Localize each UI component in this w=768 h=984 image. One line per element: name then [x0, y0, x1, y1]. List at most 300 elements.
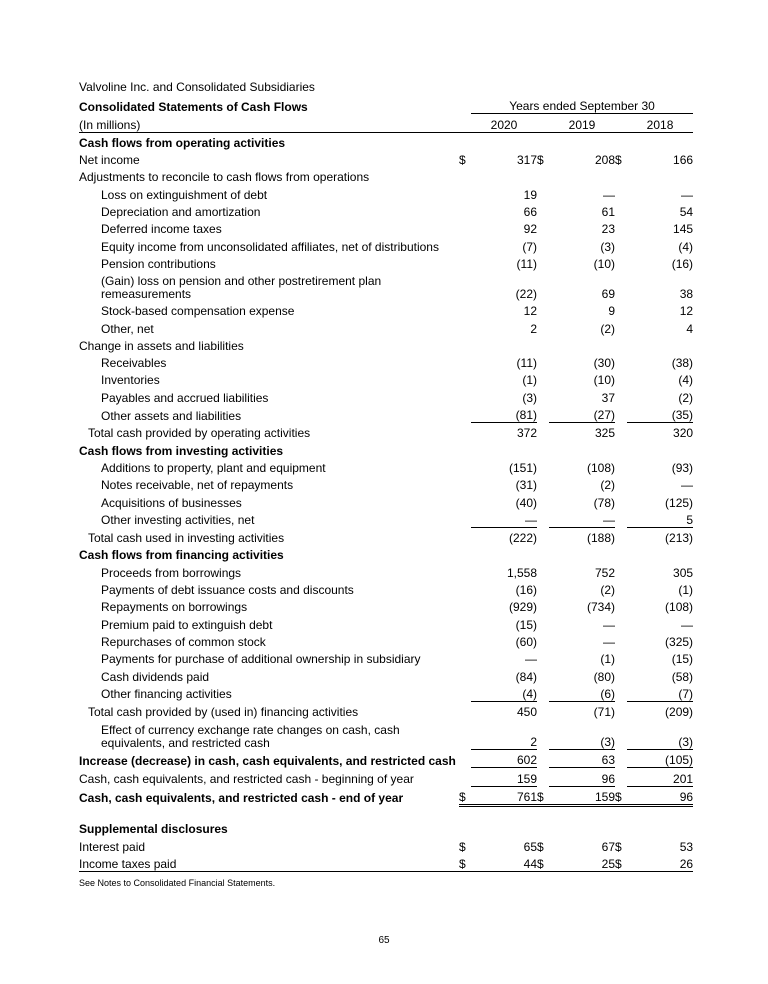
empty-cell: [459, 336, 471, 353]
dollar-sign: [615, 632, 627, 649]
dollar-sign: [459, 458, 471, 475]
dollar-sign: [615, 318, 627, 335]
row-label: Income taxes paid: [79, 854, 459, 872]
table-row: [79, 597, 693, 614]
dollar-sign: [537, 580, 549, 597]
dollar-sign: [459, 254, 471, 271]
empty-cell: [549, 819, 615, 836]
value-2019: (71): [593, 705, 615, 720]
empty-cell: [471, 819, 537, 836]
dollar-sign: [615, 580, 627, 597]
dollar-sign: [459, 475, 471, 492]
dollar-sign: [615, 510, 627, 528]
dollar-sign: $: [615, 854, 627, 872]
value-2020: (84): [515, 669, 537, 684]
dollar-sign: [459, 597, 471, 614]
value-2019: (10): [593, 256, 615, 271]
row-label: Notes receivable, net of repayments: [101, 478, 294, 493]
row-label: Cash dividends paid: [101, 669, 210, 684]
dollar-sign: $: [615, 153, 622, 168]
row-label: Loss on extinguishment of debt: [101, 187, 268, 202]
row-label: Cash flows from operating activities: [79, 135, 286, 150]
row-label: Depreciation and amortization: [101, 205, 261, 220]
empty-cell: [627, 819, 693, 836]
dollar-sign: $: [459, 786, 471, 805]
row-label: Other, net: [101, 321, 154, 336]
value-2018: 38: [679, 286, 694, 301]
value-2018: —: [681, 478, 694, 493]
value-2018: (2): [678, 390, 694, 405]
value-2019: 208: [594, 153, 615, 168]
value-2018: (4): [678, 239, 694, 254]
value-2019: (30): [593, 356, 615, 371]
empty-cell: [615, 440, 627, 457]
table-row: [79, 614, 693, 631]
table-row: [79, 684, 693, 702]
row-label: Repayments on borrowings: [101, 600, 248, 615]
row-label: Stock-based compensation expense: [101, 304, 295, 319]
units-label: (In millions): [79, 114, 459, 132]
row-label: Proceeds from borrowings: [101, 565, 242, 580]
dollar-sign: [459, 768, 471, 786]
row-label: Additions to property, plant and equipment: [101, 460, 326, 475]
dollar-sign: [537, 750, 549, 768]
footnote: See Notes to Consolidated Financial Statements.: [79, 878, 276, 888]
table-row: [79, 768, 693, 786]
dollar-sign: [537, 219, 549, 236]
table-row: [79, 236, 693, 253]
empty-cell: [549, 440, 615, 457]
value-2020: 66: [523, 205, 537, 220]
table-row: [79, 719, 693, 750]
dollar-sign: [459, 301, 471, 318]
page-number: 65: [378, 935, 390, 946]
dollar-sign: [537, 649, 549, 666]
value-2018: (3): [627, 719, 693, 750]
table-row: [79, 271, 693, 301]
value-2019: (2): [600, 583, 615, 598]
empty-cell: [537, 440, 549, 457]
empty-cell: [471, 167, 537, 184]
table-row: [79, 254, 693, 271]
dollar-sign: [537, 458, 549, 475]
value-2018: (4): [678, 373, 694, 388]
table-row: [79, 819, 693, 836]
value-2018: (325): [665, 634, 694, 649]
value-2020: (16): [515, 583, 537, 598]
value-2018: 53: [679, 839, 694, 854]
dollar-sign: [537, 719, 549, 750]
dollar-sign: [615, 768, 627, 786]
dollar-sign: [615, 353, 627, 370]
table-row: [79, 202, 693, 219]
table-row: [79, 405, 693, 423]
row-label: Cash flows from financing activities: [79, 548, 284, 563]
dollar-sign: [537, 318, 549, 335]
value-2019: (3): [600, 239, 615, 254]
value-2019: (10): [593, 373, 615, 388]
dollar-sign: [537, 562, 549, 579]
empty-cell: [615, 167, 627, 184]
value-2019: 25: [549, 854, 615, 872]
empty-cell: [459, 167, 471, 184]
value-2020: 372: [516, 426, 537, 441]
value-2018: (105): [627, 750, 693, 768]
dollar-sign: [537, 301, 549, 318]
value-2019: (188): [586, 531, 615, 546]
dollar-sign: [615, 387, 627, 404]
dollar-sign: [537, 527, 549, 545]
table-row: [79, 423, 693, 441]
dollar-sign: [459, 370, 471, 387]
year-2019: 2019: [549, 114, 615, 132]
empty-cell: [459, 440, 471, 457]
dollar-sign: [537, 768, 549, 786]
value-2020: 92: [523, 222, 537, 237]
empty-cell: [549, 336, 615, 353]
row-label: Increase (decrease) in cash, cash equivalents, and restricted cash: [79, 753, 456, 768]
dollar-sign: [537, 254, 549, 271]
value-2020: (31): [515, 478, 537, 493]
dollar-sign: [537, 271, 549, 301]
dollar-sign: [537, 666, 549, 683]
dollar-sign: [615, 527, 627, 545]
dollar-sign: [537, 405, 549, 423]
table-row: [79, 184, 693, 201]
empty-cell: [471, 132, 537, 150]
value-2018: 145: [673, 222, 694, 237]
table-row: [79, 150, 693, 167]
dollar-sign: [459, 527, 471, 545]
table-row: [79, 750, 693, 768]
value-2018: (209): [665, 705, 694, 720]
empty-cell: [471, 336, 537, 353]
value-2018: (1): [678, 583, 694, 598]
year-2020: 2020: [471, 114, 537, 132]
value-2019: (734): [586, 600, 615, 615]
value-2020: 450: [516, 705, 537, 720]
dollar-sign: [459, 184, 471, 201]
value-2020: 159: [471, 768, 537, 786]
value-2018: 320: [673, 426, 694, 441]
statement-title: Consolidated Statements of Cash Flows: [79, 99, 308, 114]
table-row: [79, 562, 693, 579]
value-2020: (151): [508, 460, 537, 475]
dollar-sign: [537, 370, 549, 387]
dollar-sign: [537, 387, 549, 404]
dollar-sign: [537, 202, 549, 219]
value-2019: 159: [549, 786, 615, 805]
value-2018: 201: [627, 768, 693, 786]
table-row: [79, 666, 693, 683]
table-row: [79, 836, 693, 853]
dollar-sign: [615, 562, 627, 579]
dollar-sign: $: [459, 153, 466, 168]
row-label: Deferred income taxes: [101, 222, 222, 237]
table-row: [79, 492, 693, 509]
value-2020: (4): [471, 684, 537, 702]
row-label: Interest paid: [79, 839, 146, 854]
value-2019: 752: [594, 565, 615, 580]
empty-cell: [627, 440, 693, 457]
empty-cell: [615, 336, 627, 353]
row-label: Pension contributions: [101, 256, 216, 271]
value-2020: 44: [471, 854, 537, 872]
empty-cell: [627, 167, 693, 184]
dollar-sign: [459, 649, 471, 666]
dollar-sign: [537, 184, 549, 201]
empty-cell: [549, 132, 615, 150]
empty-cell: [615, 132, 627, 150]
dollar-sign: [537, 632, 549, 649]
dollar-sign: [459, 510, 471, 528]
row-label: Acquisitions of businesses: [101, 495, 242, 510]
value-2020: 65: [523, 839, 537, 854]
value-2018: 96: [627, 786, 693, 805]
value-2018: 26: [627, 854, 693, 872]
dollar-sign: [459, 719, 471, 750]
value-2020: (11): [516, 356, 537, 371]
empty-cell: [549, 167, 615, 184]
dollar-sign: [615, 614, 627, 631]
dollar-sign: [459, 614, 471, 631]
empty-cell: [537, 819, 549, 836]
table-row: [79, 353, 693, 370]
table-row: [79, 580, 693, 597]
value-2020: (40): [515, 495, 537, 510]
value-2019: 96: [549, 768, 615, 786]
dollar-sign: $: [459, 854, 471, 872]
value-2018: (93): [671, 460, 694, 475]
empty-cell: [537, 132, 549, 150]
value-2019: 63: [549, 750, 615, 768]
table-row: [79, 219, 693, 236]
dollar-sign: [537, 423, 549, 441]
dollar-sign: [459, 632, 471, 649]
empty-cell: [471, 545, 537, 562]
empty-cell: [627, 336, 693, 353]
row-label: Payments of debt issuance costs and discounts: [101, 583, 354, 598]
dollar-sign: [537, 510, 549, 528]
period-header: Years ended September 30: [471, 96, 693, 114]
empty-cell: [549, 545, 615, 562]
dollar-sign: [459, 405, 471, 423]
dollar-sign: [459, 353, 471, 370]
value-2019: —: [603, 617, 615, 632]
empty-cell: [615, 819, 627, 836]
value-2018: 166: [673, 153, 694, 168]
dollar-sign: [615, 666, 627, 683]
cash-flow-table: [79, 96, 693, 872]
value-2019: —: [603, 187, 615, 202]
value-2020: 1,558: [506, 565, 537, 580]
table-row: [79, 370, 693, 387]
table-row: [79, 701, 693, 719]
empty-cell: [537, 545, 549, 562]
value-2020: 2: [471, 719, 537, 750]
value-2020: (1): [522, 373, 537, 388]
value-2018: (58): [671, 669, 694, 684]
row-label: (Gain) loss on pension and other postretirement plan remeasurements: [101, 273, 382, 301]
dollar-sign: [615, 719, 627, 750]
value-2020: (60): [515, 634, 537, 649]
row-label: Total cash provided by (used in) financing activities: [88, 705, 359, 720]
value-2018: (15): [671, 652, 694, 667]
dollar-sign: [459, 236, 471, 253]
table-row: [79, 318, 693, 335]
value-2019: (78): [593, 495, 615, 510]
dollar-sign: [615, 597, 627, 614]
value-2019: —: [603, 634, 615, 649]
dollar-sign: [615, 236, 627, 253]
row-label: Net income: [79, 153, 140, 168]
value-2019: 61: [601, 205, 615, 220]
dollar-sign: [615, 701, 627, 719]
table-row: [79, 301, 693, 318]
dollar-sign: [537, 475, 549, 492]
row-label: Payables and accrued liabilities: [101, 390, 269, 405]
table-row: [79, 786, 693, 805]
dollar-sign: [459, 666, 471, 683]
dollar-sign: [615, 649, 627, 666]
dollar-sign: $: [537, 854, 549, 872]
value-2018: (108): [665, 600, 694, 615]
dollar-sign: [615, 301, 627, 318]
table-row: [79, 649, 693, 666]
empty-cell: [537, 167, 549, 184]
dollar-sign: [537, 353, 549, 370]
table-row: [79, 132, 693, 150]
value-2018: 305: [673, 565, 694, 580]
dollar-sign: $: [537, 839, 544, 854]
value-2018: (38): [671, 356, 694, 371]
value-2019: (27): [549, 405, 615, 423]
value-2019: 37: [601, 390, 615, 405]
dollar-sign: [459, 423, 471, 441]
row-label: Inventories: [101, 373, 160, 388]
row-label: Change in assets and liabilities: [79, 338, 244, 353]
row-label: Total cash used in investing activities: [88, 531, 285, 546]
row-label: Payments for purchase of additional ownership in subsidiary: [101, 652, 421, 667]
dollar-sign: [615, 423, 627, 441]
table-row: [79, 854, 693, 872]
empty-cell: [627, 132, 693, 150]
value-2020: (222): [508, 531, 537, 546]
header-row-years: [79, 114, 693, 132]
value-2019: (108): [586, 460, 615, 475]
value-2019: 9: [608, 304, 615, 319]
table-row: [79, 527, 693, 545]
value-2018: —: [681, 617, 694, 632]
dollar-sign: [615, 202, 627, 219]
value-2018: (125): [665, 495, 694, 510]
dollar-sign: [615, 219, 627, 236]
dollar-sign: [459, 492, 471, 509]
row-label: Effect of currency exchange rate changes on cash, cash equivalents, and restricted cash: [101, 722, 400, 750]
dollar-sign: [459, 580, 471, 597]
value-2020: 761: [471, 786, 537, 805]
row-label: Cash, cash equivalents, and restricted cash - end of year: [79, 791, 404, 806]
dollar-sign: [537, 236, 549, 253]
empty-cell: [627, 545, 693, 562]
dollar-sign: [615, 254, 627, 271]
value-2020: 2: [530, 321, 537, 336]
dollar-sign: [459, 750, 471, 768]
dollar-sign: $: [537, 786, 549, 805]
dollar-sign: [537, 492, 549, 509]
value-2018: (35): [627, 405, 693, 423]
dollar-sign: [459, 271, 471, 301]
dollar-sign: $: [537, 153, 544, 168]
empty-cell: [471, 440, 537, 457]
value-2020: (15): [515, 617, 537, 632]
value-2019: (2): [600, 478, 615, 493]
row-label: Supplemental disclosures: [79, 822, 228, 837]
value-2020: 12: [523, 304, 537, 319]
dollar-sign: [537, 701, 549, 719]
value-2019: (3): [549, 719, 615, 750]
value-2020: 317: [516, 153, 537, 168]
empty-cell: [459, 132, 471, 150]
value-2019: 67: [601, 839, 615, 854]
row-label: Total cash provided by operating activities: [88, 426, 311, 441]
dollar-sign: [459, 701, 471, 719]
dollar-sign: [615, 184, 627, 201]
dollar-sign: [615, 750, 627, 768]
value-2020: (3): [522, 390, 537, 405]
value-2020: (7): [522, 239, 537, 254]
value-2018: 12: [679, 304, 694, 319]
table-row: [79, 545, 693, 562]
row-label: Receivables: [101, 356, 167, 371]
value-2018: 54: [679, 205, 694, 220]
row-label: Other investing activities, net: [101, 513, 255, 528]
value-2018: (213): [665, 531, 694, 546]
value-2019: (6): [549, 684, 615, 702]
value-2019: (1): [600, 652, 615, 667]
table-row: [79, 336, 693, 353]
row-label: Other financing activities: [101, 687, 232, 702]
dollar-sign: [459, 318, 471, 335]
dollar-sign: [537, 614, 549, 631]
dollar-sign: $: [615, 786, 627, 805]
dollar-sign: [615, 684, 627, 702]
dollar-sign: [615, 475, 627, 492]
table-row: [79, 475, 693, 492]
value-2018: 4: [686, 321, 694, 336]
dollar-sign: [459, 202, 471, 219]
row-label: Adjustments to reconcile to cash flows from operations: [79, 170, 370, 185]
dollar-sign: [459, 387, 471, 404]
value-2020: (22): [515, 286, 537, 301]
dollar-sign: $: [459, 839, 466, 854]
table-row: [79, 632, 693, 649]
empty-cell: [537, 336, 549, 353]
value-2020: —: [525, 652, 537, 667]
table-row: [79, 167, 693, 184]
value-2018: (7): [627, 684, 693, 702]
row-label: Cash, cash equivalents, and restricted cash - beginning of year: [79, 772, 414, 787]
company-name: Valvoline Inc. and Consolidated Subsidiaries: [79, 80, 315, 94]
value-2020: (81): [471, 405, 537, 423]
value-2020: (929): [508, 600, 537, 615]
table-row: [79, 440, 693, 457]
dollar-sign: [537, 684, 549, 702]
value-2020: 19: [523, 187, 537, 202]
value-2019: —: [549, 510, 615, 528]
value-2019: 69: [601, 286, 615, 301]
dollar-sign: [615, 405, 627, 423]
